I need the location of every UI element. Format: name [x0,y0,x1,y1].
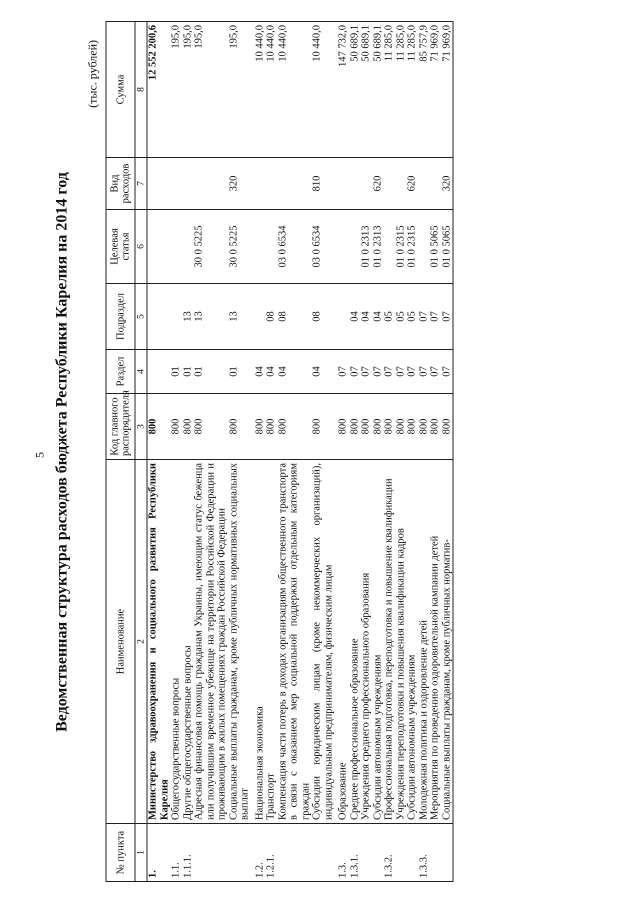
row-sum: 71 969,0 [441,22,453,158]
row-number: 1.2.1. [266,824,278,882]
row-subsection: 13 [182,284,194,350]
row-subsection [171,284,183,350]
row-section: 01 [228,350,251,394]
row-subsection: 04 [372,284,384,350]
row-article: 01 0 2315 [407,210,419,284]
row-article [254,210,266,284]
row-name: Молодежная политика и оздоровление детей [418,460,430,824]
header-code: Код главного распорядителя [106,394,135,460]
row-name: Социальные выплаты гражданам, кроме публичных нормативных социальных выплат [228,460,251,824]
row-name: Субсидии автономным учреждениям [407,460,419,824]
expenditure-table [106,21,454,882]
row-sum: 10 440,0 [277,22,312,158]
row-expense [171,158,183,210]
row-name: Адресная финансовая помощь гражданам Украины, имеющим статус беженца или получившим временное убежище на территории Российской Федерации и проживающим в жилых помещениях граждан Российской Федерации [194,460,229,824]
row-article [349,210,361,284]
row-subsection: 07 [441,284,453,350]
row-code: 800 [254,394,266,460]
row-section: 07 [338,350,350,394]
header-article: Целевая статья [106,210,135,284]
header-num: № пункта [106,824,135,882]
row-expense [418,158,430,210]
row-sum: 195,0 [228,22,251,158]
table-row [430,22,442,882]
table-row [171,22,183,882]
row-section: 07 [395,350,407,394]
row-name: Мероприятия по проведению оздоровительной кампании детей [430,460,442,824]
row-sum: 195,0 [182,22,194,158]
row-number [407,824,419,882]
row-name: Министерство здравоохранения и социального развития Республики Карелия [147,460,171,824]
row-sum: 147 732,0 [338,22,350,158]
row-article [384,210,396,284]
row-section: 07 [441,350,453,394]
row-code: 800 [266,394,278,460]
table-row [349,22,361,882]
row-number [361,824,373,882]
row-number: 1.1.1. [182,824,194,882]
row-section: 07 [384,350,396,394]
column-index: 4 [135,350,147,394]
table-row [194,22,229,882]
row-number [277,824,312,882]
row-sum: 11 285,0 [384,22,396,158]
row-sum: 71 969,0 [430,22,442,158]
row-section: 01 [194,350,229,394]
row-article [338,210,350,284]
table-row [361,22,373,882]
column-index-row [135,22,147,882]
row-number [312,824,335,882]
column-index: 6 [135,210,147,284]
table-row [407,22,419,882]
row-expense [395,158,407,210]
row-expense [430,158,442,210]
row-sum: 11 285,0 [407,22,419,158]
row-code: 800 [171,394,183,460]
row-sum: 12 552 200,6 [147,22,171,158]
row-code: 800 [312,394,335,460]
row-subsection: 05 [395,284,407,350]
table-row [372,22,384,882]
row-subsection [147,284,171,350]
row-expense: 620 [372,158,384,210]
row-name: Национальная экономика [254,460,266,824]
row-section: 07 [430,350,442,394]
table-row [254,22,266,882]
row-code: 800 [441,394,453,460]
row-name: Другие общегосударственные вопросы [182,460,194,824]
row-code: 800 [338,394,350,460]
row-article: 01 0 5065 [430,210,442,284]
row-code: 800 [194,394,229,460]
header-subsection: Подраздел [106,284,135,350]
row-article [266,210,278,284]
row-expense [338,158,350,210]
row-name: Транспорт [266,460,278,824]
row-article: 30 0 5225 [194,210,229,284]
table-row [312,22,335,882]
row-sum: 11 285,0 [395,22,407,158]
row-subsection: 05 [384,284,396,350]
column-index: 2 [135,460,147,824]
row-code: 800 [228,394,251,460]
row-expense [266,158,278,210]
row-article [147,210,171,284]
row-subsection: 04 [361,284,373,350]
column-index: 7 [135,158,147,210]
row-subsection: 13 [194,284,229,350]
row-expense: 620 [407,158,419,210]
table-header-row [106,22,135,882]
units-label: (тыс. рублей) [85,40,100,108]
row-article: 03 0 6534 [277,210,312,284]
row-article: 01 0 2315 [395,210,407,284]
row-subsection: 04 [349,284,361,350]
row-subsection: 08 [266,284,278,350]
row-name: Профессиональная подготовка, переподготовка и повышение квалификации [384,460,396,824]
row-subsection: 05 [407,284,419,350]
header-expense: Вид расходов [106,158,135,210]
row-section: 07 [418,350,430,394]
row-code: 800 [407,394,419,460]
row-name: Субсидии автономным учреждениям [372,460,384,824]
row-number [228,824,251,882]
column-index: 5 [135,284,147,350]
row-article [182,210,194,284]
row-code: 800 [395,394,407,460]
row-section: 07 [361,350,373,394]
row-expense [277,158,312,210]
row-section: 01 [182,350,194,394]
table-row [182,22,194,882]
row-code: 800 [349,394,361,460]
row-section: 04 [312,350,335,394]
header-section: Раздел [106,350,135,394]
row-expense: 810 [312,158,335,210]
row-article: 03 0 6534 [312,210,335,284]
row-section [147,350,171,394]
row-name: Общегосударственные вопросы [171,460,183,824]
row-section: 07 [372,350,384,394]
row-name: Образование [338,460,350,824]
row-name: Социальные выплаты гражданам, кроме публичных норматив- [441,460,453,824]
row-subsection: 08 [312,284,335,350]
header-name: Наименование [106,460,135,824]
row-number [441,824,453,882]
row-expense: 320 [441,158,453,210]
table-row [228,22,251,882]
row-number: 1.2. [254,824,266,882]
row-name: Субсидии юридическим лицам (кроме некоммерческих организаций), индивидуальным предпринимателям, физическим лицам [312,460,335,824]
row-subsection: 07 [430,284,442,350]
row-number: 1.3.1. [349,824,361,882]
row-sum: 85 757,9 [418,22,430,158]
row-number: 1.3.2. [384,824,396,882]
table-row [266,22,278,882]
column-index: 8 [135,22,147,158]
row-expense [182,158,194,210]
row-expense [147,158,171,210]
column-index: 1 [135,824,147,882]
row-article: 30 0 5225 [228,210,251,284]
row-number: 1.3. [338,824,350,882]
row-number: 1.3.3. [418,824,430,882]
table-row [395,22,407,882]
row-number [395,824,407,882]
row-article: 01 0 2313 [372,210,384,284]
rotated-page-content [48,22,593,882]
row-subsection: 07 [418,284,430,350]
row-name: Учреждения среднего профессионального образования [361,460,373,824]
row-expense [361,158,373,210]
page-number: 5 [32,452,47,458]
row-sum: 50 689,1 [349,22,361,158]
row-code: 800 [384,394,396,460]
row-sum: 50 689,1 [372,22,384,158]
row-expense: 320 [228,158,251,210]
row-code: 800 [372,394,384,460]
row-expense [349,158,361,210]
row-expense [254,158,266,210]
row-article: 01 0 5065 [441,210,453,284]
row-subsection [254,284,266,350]
table-row [338,22,350,882]
row-section: 04 [266,350,278,394]
row-article [418,210,430,284]
row-number [372,824,384,882]
row-subsection: 13 [228,284,251,350]
row-name: Учреждения переподготовки и повышения квалификации кадров [395,460,407,824]
row-sum: 10 440,0 [266,22,278,158]
row-section: 07 [349,350,361,394]
row-article [171,210,183,284]
row-section: 04 [277,350,312,394]
table-row [384,22,396,882]
row-code: 800 [361,394,373,460]
row-expense [384,158,396,210]
row-code: 800 [277,394,312,460]
row-number [430,824,442,882]
document-title: Ведомственная структура расходов бюджета Республики Карелия на 2014 год [53,172,71,732]
row-subsection: 08 [277,284,312,350]
row-sum: 50 689,1 [361,22,373,158]
row-number [194,824,229,882]
table-row [277,22,312,882]
row-subsection [338,284,350,350]
row-number: 1. [147,824,171,882]
row-code: 800 [182,394,194,460]
row-name: Компенсация части потерь в доходах организациям общественного транспорта в связи с оказанием мер социальной поддержки отдельным категориям граждан [277,460,312,824]
table-body [147,22,453,882]
row-sum: 195,0 [194,22,229,158]
table-row [441,22,453,882]
row-section: 07 [407,350,419,394]
row-name: Среднее профессиональное образование [349,460,361,824]
row-article: 01 0 2313 [361,210,373,284]
table-row [147,22,171,882]
row-section: 01 [171,350,183,394]
row-section: 04 [254,350,266,394]
row-sum: 195,0 [171,22,183,158]
row-code: 800 [147,394,171,460]
row-sum: 10 440,0 [312,22,335,158]
row-sum: 10 440,0 [254,22,266,158]
row-number: 1.1. [171,824,183,882]
row-code: 800 [418,394,430,460]
row-code: 800 [430,394,442,460]
header-sum: Сумма [106,22,135,158]
column-index: 3 [135,394,147,460]
row-expense [194,158,229,210]
table-row [418,22,430,882]
